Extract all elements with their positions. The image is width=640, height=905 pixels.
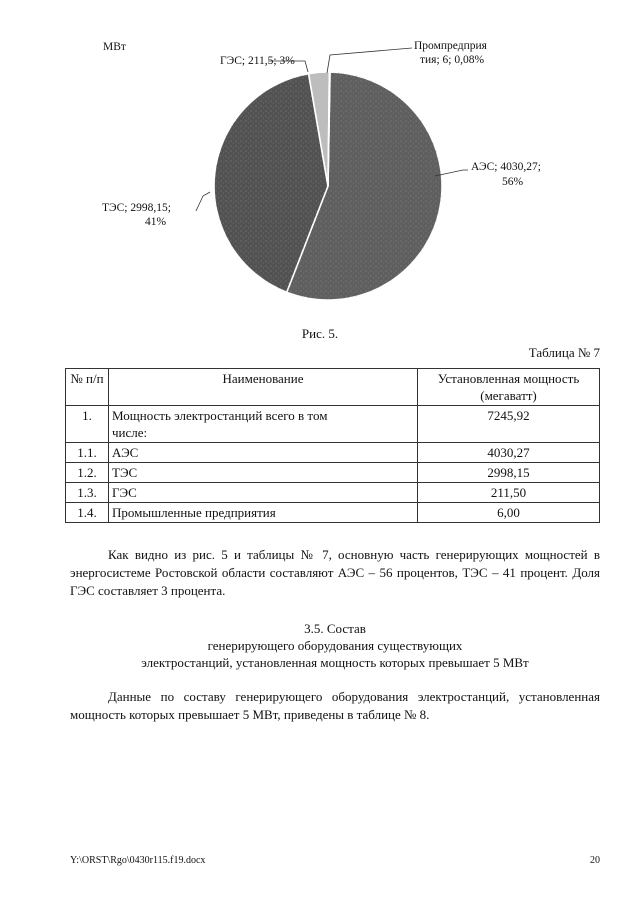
row-name: АЭС bbox=[109, 443, 418, 463]
slice-label-aes-1: АЭС; 4030,27; bbox=[471, 161, 541, 173]
row-value: 2998,15 bbox=[418, 463, 600, 483]
row-value: 6,00 bbox=[418, 503, 600, 523]
table-header-row bbox=[66, 369, 600, 406]
table-row bbox=[66, 483, 600, 503]
row-name: Мощность электростанций всего в том числе: bbox=[109, 406, 418, 443]
row-num: 1.4. bbox=[66, 503, 109, 523]
slice-label-prom-1: Промпредприя bbox=[414, 40, 487, 52]
leader-line-tes bbox=[196, 192, 210, 211]
paragraph-1: Как видно из рис. 5 и таблицы № 7, основную часть генерирующих мощностей в энергосистеме Ростовской области составляют АЭС – 56 процентов, ТЭС – 41 процент. Доля ГЭС составляет 3 процента. bbox=[70, 547, 600, 598]
slice-label-tes-1: ТЭС; 2998,15; bbox=[102, 202, 171, 214]
footer-page-number: 20 bbox=[590, 855, 600, 866]
footer-file-path: Y:\ORST\Rgo\0430r115.f19.docx bbox=[70, 855, 206, 866]
row-name: Промышленные предприятия bbox=[109, 503, 418, 523]
slice-label-aes-2: 56% bbox=[502, 176, 524, 188]
row-value: 7245,92 bbox=[418, 406, 600, 443]
slice-label-tes-2: 41% bbox=[145, 216, 167, 228]
header-num: № п/п bbox=[66, 369, 109, 406]
table-row bbox=[66, 463, 600, 483]
slice-label-prom-2: тия; 6; 0,08% bbox=[420, 54, 485, 66]
header-value: Установленная мощность (мегаватт) bbox=[418, 369, 600, 406]
row-num: 1.1. bbox=[66, 443, 109, 463]
chart-unit-label: МВт bbox=[103, 41, 126, 53]
row-num: 1.2. bbox=[66, 463, 109, 483]
table-row bbox=[66, 443, 600, 463]
paragraph-2: Данные по составу генерирующего оборудования электростанций, установленная мощность которых превышает 5 МВт, приведены в таблице № 8. bbox=[70, 689, 600, 722]
row-name: ГЭС bbox=[109, 483, 418, 503]
leader-line-prom bbox=[327, 48, 412, 73]
row-num: 1.3. bbox=[66, 483, 109, 503]
power-table bbox=[65, 368, 600, 523]
row-value: 211,50 bbox=[418, 483, 600, 503]
row-num: 1. bbox=[66, 406, 109, 443]
header-name: Наименование bbox=[109, 369, 418, 406]
table-row bbox=[66, 406, 600, 443]
pie-chart bbox=[0, 0, 640, 330]
table-row bbox=[66, 503, 600, 523]
section-heading-line3: электростанций, установленная мощность которых превышает 5 МВт bbox=[141, 655, 529, 670]
section-heading-line2: генерирующего оборудования существующих bbox=[207, 638, 463, 653]
table-caption: Таблица № 7 bbox=[528, 345, 600, 360]
row-name: ТЭС bbox=[109, 463, 418, 483]
slice-label-ges: ГЭС; 211,5; 3% bbox=[220, 55, 295, 67]
row-value: 4030,27 bbox=[418, 443, 600, 463]
section-heading-number: 3.5. Состав bbox=[304, 621, 366, 636]
figure-caption: Рис. 5. bbox=[301, 326, 339, 341]
